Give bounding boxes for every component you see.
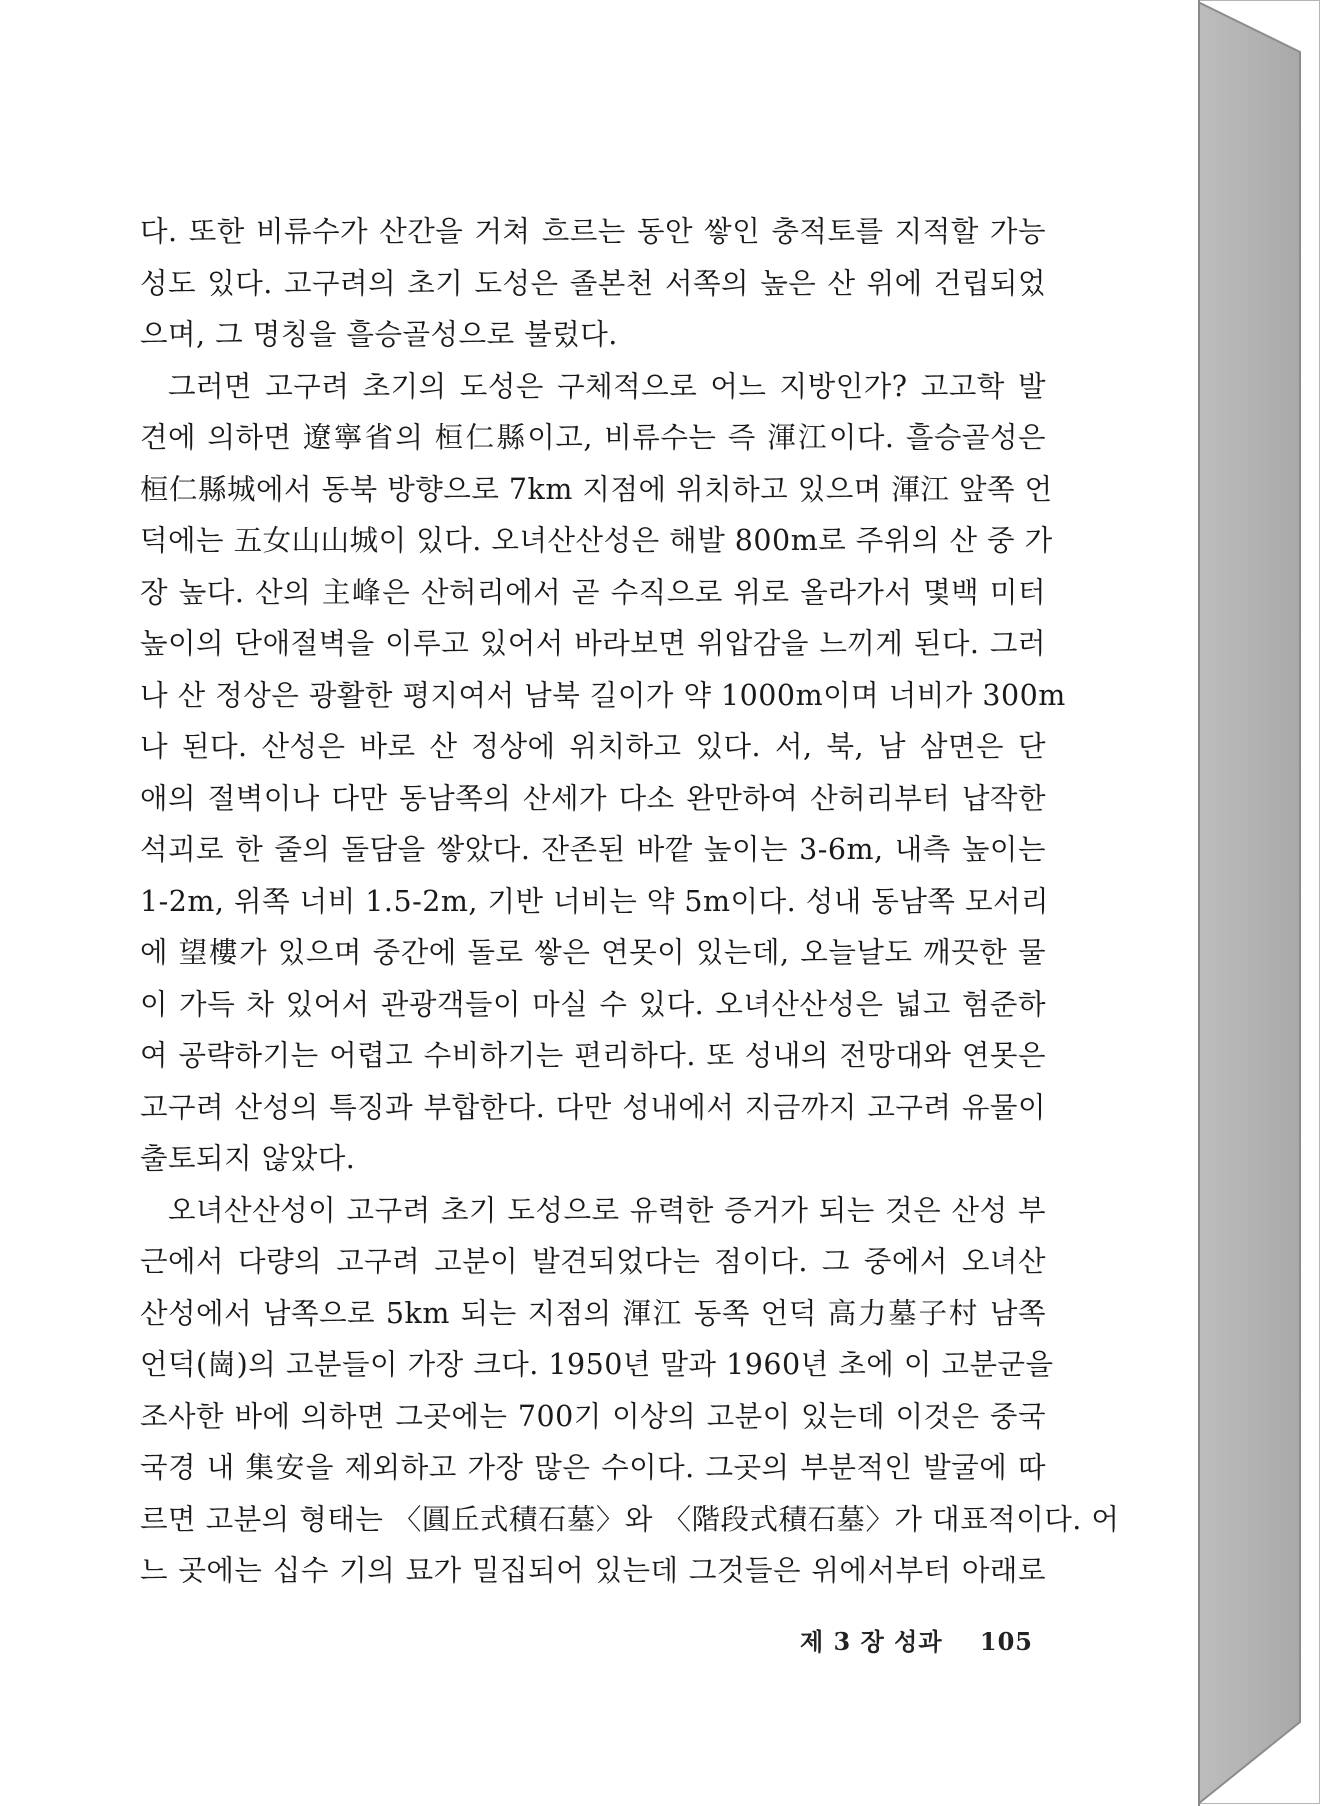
text-line: 이 가득 차 있어서 관광객들이 마실 수 있다. 오녀산산성은 넓고 험준하 [140, 987, 1046, 1021]
text-line: 견에 의하면 遼寧省의 桓仁縣이고, 비류수는 즉 渾江이다. 흘승골성은 [140, 421, 1046, 454]
body-text [140, 206, 1120, 1597]
text-line: 언덕(崗)의 고분들이 가장 크다. 1950년 말과 1960년 초에 이 고분군을 [140, 1348, 1054, 1381]
text-line: 근에서 다량의 고구려 고분이 발견되었다는 점이다. 그 중에서 오녀산 [140, 1245, 1046, 1278]
text-line: 1-2m, 위쪽 너비 1.5-2m, 기반 너비는 약 5m이다. 성내 동남쪽 모서리 [140, 884, 1050, 918]
text-line: 고구려 산성의 특징과 부합한다. 다만 성내에서 지금까지 고구려 유물이 [140, 1090, 1046, 1124]
text-line: 그러면 고구려 초기의 도성은 구체적으로 어느 지방인가? 고고학 발 [168, 369, 1046, 403]
text-line: 으며, 그 명칭을 흘승골성으로 불렀다. [140, 318, 618, 351]
text-line: 오녀산산성이 고구려 초기 도성으로 유력한 증거가 되는 것은 산성 부 [168, 1193, 1046, 1227]
text-line: 느 곳에는 십수 기의 묘가 밀집되어 있는데 그것들은 위에서부터 아래로 [140, 1554, 1046, 1587]
text-line: 조사한 바에 의하면 그곳에는 700기 이상의 고분이 있는데 이것은 중국 [140, 1399, 1046, 1433]
text-line: 桓仁縣城에서 동북 방향으로 7km 지점에 위치하고 있으며 渾江 앞쪽 언 [140, 472, 1053, 506]
text-line: 다. 또한 비류수가 산간을 거쳐 흐르는 동안 쌓인 충적토를 지적할 가능 [140, 215, 1046, 248]
text-line: 애의 절벽이나 다만 동남쪽의 산세가 다소 완만하여 산허리부터 납작한 [140, 781, 1046, 815]
text-line: 출토되지 않았다. [140, 1142, 356, 1175]
text-line: 높이의 단애절벽을 이루고 있어서 바라보면 위압감을 느끼게 된다. 그러 [140, 627, 1046, 660]
page-footer [800, 1622, 1033, 1657]
text-line: 국경 내 集安을 제외하고 가장 많은 수이다. 그곳의 부분적인 발굴에 따 [140, 1451, 1046, 1484]
text-line: 나 된다. 산성은 바로 산 정상에 위치하고 있다. 서, 북, 남 삼면은 단 [140, 730, 1046, 763]
text-line: 성도 있다. 고구려의 초기 도성은 졸본천 서쪽의 높은 산 위에 건립되었 [140, 266, 1046, 300]
text-line: 장 높다. 산의 主峰은 산허리에서 곧 수직으로 위로 올라가서 몇백 미터 [140, 575, 1046, 609]
chapter-title: 제 3 장 성과 [800, 1627, 943, 1656]
page-number: 105 [979, 1627, 1033, 1656]
text-line: 르면 고분의 형태는 〈圓丘式積石墓〉와 〈階段式積石墓〉가 대표적이다. 어 [140, 1502, 1120, 1536]
text-line: 석괴로 한 줄의 돌담을 쌓았다. 잔존된 바깥 높이는 3-6m, 내측 높이는 [140, 833, 1046, 866]
text-line: 에 望樓가 있으며 중간에 돌로 쌓은 연못이 있는데, 오늘날도 깨끗한 물 [140, 936, 1046, 969]
text-line: 여 공략하기는 어렵고 수비하기는 편리하다. 또 성내의 전망대와 연못은 [140, 1039, 1046, 1072]
text-line: 산성에서 남쪽으로 5km 되는 지점의 渾江 동쪽 언덕 高力墓子村 남쪽 [140, 1296, 1046, 1330]
text-line: 나 산 정상은 광활한 평지여서 남북 길이가 약 1000m이며 너비가 300m [140, 678, 1066, 712]
text-line: 덕에는 五女山山城이 있다. 오녀산산성은 해발 800m로 주위의 산 중 가 [140, 524, 1053, 557]
